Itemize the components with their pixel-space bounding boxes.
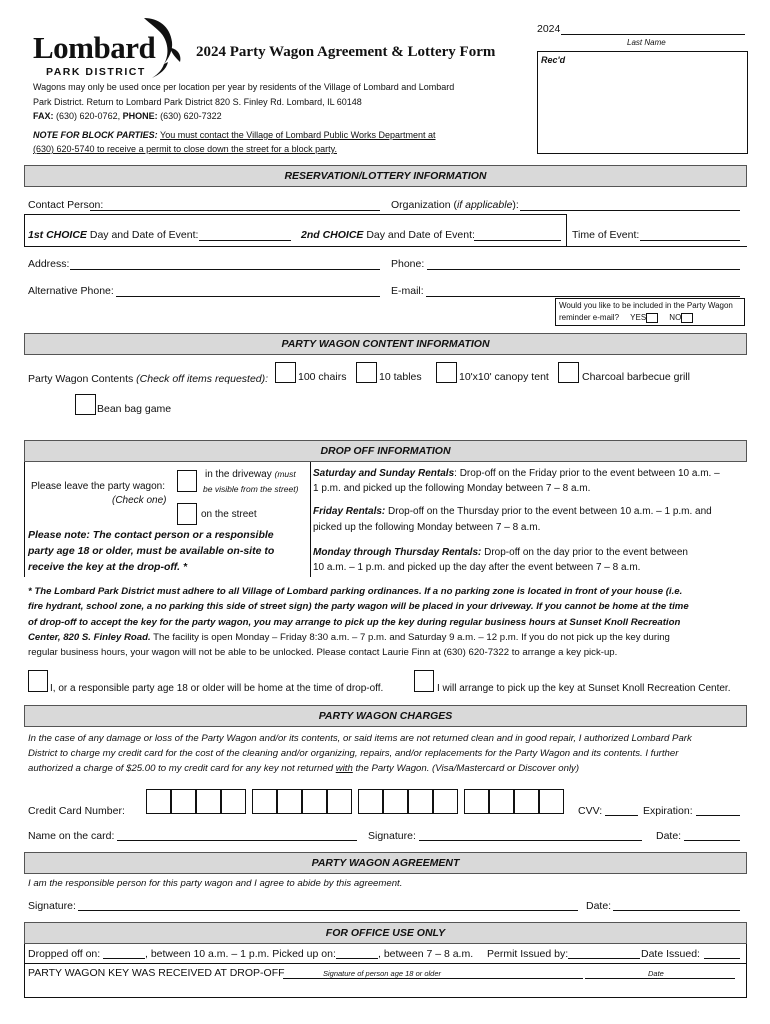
dropped-off-label: Dropped off on: <box>28 948 101 960</box>
fri-line <box>313 504 745 519</box>
fri-line-2: picked up the following Monday between 7 – 8 a.m. <box>313 521 541 533</box>
intro-text <box>33 80 533 157</box>
cc-digit-box[interactable] <box>383 789 408 814</box>
agreement-date-label: Date: <box>586 900 612 912</box>
email-label: E-mail: <box>391 285 424 297</box>
no-checkbox[interactable] <box>681 313 693 323</box>
charges-underlined: with <box>335 763 353 775</box>
cc-digit-box[interactable] <box>433 789 458 814</box>
mon-line <box>313 545 745 560</box>
canopy-checkbox[interactable] <box>436 362 457 383</box>
charges-text: the Party Wagon. (Visa/Mastercard or Discover only) <box>352 763 580 775</box>
key-received-label: PARTY WAGON KEY WAS RECEIVED AT DROP-OFF <box>28 967 285 979</box>
credit-card-number-field[interactable] <box>146 789 564 814</box>
mon-bold: Monday through Thursday Rentals: <box>313 546 482 558</box>
charges-signature-field[interactable] <box>419 840 642 841</box>
hours-text: The facility is open Monday – Friday 8:30 a.m. – 7 p.m. and Saturday 9 a.m. – 12 p.m. If you do not pick up the key during <box>150 631 670 643</box>
second-choice-bold: 2nd CHOICE <box>301 229 364 241</box>
sat-bold: Saturday and Sunday Rentals <box>313 468 455 479</box>
sat-line-2: 1 p.m. and picked up the following Monday between 7 – 8 a.m. <box>313 483 591 495</box>
cc-digit-box[interactable] <box>252 789 277 814</box>
name-on-card-label: Name on the card: <box>28 830 115 842</box>
mon-text: Drop-off on the day prior to the event between <box>481 546 688 558</box>
key-signature-caption: Signature of person age 18 or older <box>323 969 441 978</box>
sat-text: : Drop-off on the Friday prior to the event between 10 a.m. – <box>454 468 720 479</box>
phone-value: (630) 620-7322 <box>160 111 222 121</box>
reminder-box <box>555 298 745 326</box>
charges-date-field[interactable] <box>684 840 740 841</box>
fri-text: Drop-off on the Thursday prior to the event between 10 a.m. – 1 p.m. and <box>385 506 712 518</box>
mon-line-2: 10 a.m. – 1 p.m. and picked up the day after the event between 7 – 8 a.m. <box>313 562 641 574</box>
reminder-question-2: reminder e-mail? <box>559 313 620 322</box>
grill-label: Charcoal barbecue grill <box>582 371 690 383</box>
parking-line: regular business hours, your wagon will not be able to be unlocked. Please contact Laurie Finn at (630) 620-7322 to arrange a key pick-up. <box>28 647 618 659</box>
note-text: (630) 620-5740 to receive a permit to close down the street for a block party. <box>33 144 337 154</box>
section-charges-header: PARTY WAGON CHARGES <box>24 705 747 727</box>
tables-checkbox[interactable] <box>356 362 377 383</box>
section-dropoff-header: DROP OFF INFORMATION <box>24 440 747 462</box>
bean-bag-label: Bean bag game <box>97 403 172 415</box>
section-agreement-header: PARTY WAGON AGREEMENT <box>24 852 747 874</box>
chairs-label: 100 chairs <box>298 371 347 383</box>
pickup-time-label: , between 7 – 8 a.m. <box>378 948 474 960</box>
key-date-field[interactable] <box>585 978 735 979</box>
charges-line <box>28 761 745 776</box>
contents-label <box>28 373 268 385</box>
charges-signature-label: Signature: <box>368 830 416 842</box>
cc-digit-box[interactable] <box>358 789 383 814</box>
last-name-line[interactable] <box>561 34 745 35</box>
time-field[interactable] <box>640 240 740 241</box>
time-label: Time of Event: <box>572 229 640 241</box>
contact-note-line: receive the key at the drop-off. * <box>28 561 188 573</box>
parking-line: * The Lombard Park District must adhere to all Village of Lombard parking ordinances. If a no parking zone is located in front of your house (i.e. <box>28 586 683 597</box>
note-label: NOTE FOR BLOCK PARTIES: <box>33 129 158 140</box>
pickup-key-label: I will arrange to pick up the key at Sunset Knoll Recreation Center. <box>437 683 731 694</box>
driveway-checkbox[interactable] <box>177 470 197 492</box>
contents-label-italic: (Check off items requested): <box>136 373 269 385</box>
contact-note <box>28 527 274 575</box>
driveway-text: in the driveway <box>205 469 275 480</box>
permit-issued-label: Permit Issued by: <box>487 948 569 960</box>
fax-phone-line <box>33 109 533 124</box>
cc-digit-box[interactable] <box>196 789 221 814</box>
fri-bold: Friday Rentals: <box>313 506 386 518</box>
contact-note-line: Please note: The contact person or a responsible <box>28 529 274 541</box>
expiration-label: Expiration: <box>643 805 693 817</box>
fax-value: (630) 620-0762, <box>56 111 121 121</box>
bean-bag-checkbox[interactable] <box>75 394 96 415</box>
date-issued-field[interactable] <box>704 958 740 959</box>
agreement-signature-label: Signature: <box>28 900 76 912</box>
agreement-date-field[interactable] <box>613 910 740 911</box>
charges-line: In the case of any damage or loss of the Party Wagon and/or its contents, or said items are not returned clean and in good repair, I authorized Lombard Park <box>28 733 692 744</box>
center-name: Center, 820 S. Finley Road. <box>28 631 151 643</box>
org-label-italic: if applicable <box>456 199 513 211</box>
pickup-between-label: , between 10 a.m. – 1 p.m. Picked up on: <box>145 948 336 960</box>
organization-label <box>391 199 519 211</box>
home-at-dropoff-checkbox[interactable] <box>28 670 48 692</box>
credit-card-label: Credit Card Number: <box>28 805 125 817</box>
dropped-off-field[interactable] <box>103 958 145 959</box>
section-reservation-header: RESERVATION/LOTTERY INFORMATION <box>24 165 747 187</box>
contact-label: Contact Person: <box>28 199 104 211</box>
parking-line: of drop-off to accept the key for the party wagon, you may arrange to pick up the key during regular business hours at Sunset Knoll Recreation <box>28 616 681 628</box>
cc-digit-box[interactable] <box>146 789 171 814</box>
agreement-statement: I am the responsible person for this party wagon and I agree to abide by this agreement. <box>28 878 403 889</box>
section-contents-header: PARTY WAGON CONTENT INFORMATION <box>24 333 747 355</box>
phone-field[interactable] <box>427 269 740 270</box>
block-party-note <box>33 128 533 143</box>
first-choice-label <box>28 229 198 241</box>
organization-field[interactable] <box>520 210 740 211</box>
alt-phone-field[interactable] <box>116 296 380 297</box>
logo-subtitle: PARK DISTRICT <box>46 66 146 78</box>
check-one-label: (Check one) <box>112 495 167 506</box>
recd-label: Rec'd <box>541 55 566 65</box>
rental-schedule <box>313 466 745 575</box>
first-choice-field[interactable] <box>199 240 291 241</box>
section-office-header: FOR OFFICE USE ONLY <box>24 922 747 944</box>
cc-digit-box[interactable] <box>171 789 196 814</box>
cc-digit-box[interactable] <box>408 789 433 814</box>
parking-line: fire hydrant, school zone, a no parking this side of street sign) the party wagon will be placed in your driveway. If you cannot be home at the time <box>28 601 689 613</box>
reminder-question: Would you like to be included in the Party Wagon <box>559 301 733 310</box>
picked-up-field[interactable] <box>336 958 378 959</box>
year-label: 2024 <box>537 23 561 35</box>
permit-issued-field[interactable] <box>568 958 640 959</box>
phone-label: Phone: <box>391 258 425 270</box>
home-at-dropoff-label: I, or a responsible party age 18 or older will be home at the time of drop-off. <box>50 683 384 694</box>
divider <box>24 246 747 247</box>
cc-digit-box[interactable] <box>327 789 352 814</box>
first-choice-rest: Day and Date of Event: <box>86 229 199 241</box>
form-title: 2024 Party Wagon Agreement & Lottery Form <box>196 44 496 60</box>
cc-digit-box[interactable] <box>539 789 564 814</box>
cc-digit-box[interactable] <box>514 789 539 814</box>
address-field[interactable] <box>70 269 380 270</box>
alt-phone-label: Alternative Phone: <box>28 285 114 297</box>
phone-label: PHONE: <box>122 111 158 121</box>
sat-line <box>313 466 745 481</box>
key-date-caption: Date <box>648 969 664 978</box>
first-choice-bold: 1st CHOICE <box>28 229 87 241</box>
charges-text: authorized a charge of $25.00 to my credit card for any key not returned <box>28 763 336 775</box>
expiration-field[interactable] <box>696 815 740 816</box>
yes-label: YES <box>630 313 647 322</box>
second-choice-label <box>301 229 475 241</box>
charges-paragraph <box>28 731 745 777</box>
leave-label: Please leave the party wagon: <box>31 481 165 492</box>
driveway-note: (must <box>274 469 296 479</box>
intro-line: Wagons may only be used once per location per year by residents of the Village of Lombard and Lombard <box>33 82 455 92</box>
agreement-signature-field[interactable] <box>78 910 578 911</box>
note-text: You must contact the Village of Lombard Public Works Department at <box>160 129 436 140</box>
parking-line <box>28 630 745 645</box>
email-field[interactable] <box>426 296 740 297</box>
last-name-caption: Last Name <box>627 38 666 47</box>
divider <box>24 963 747 964</box>
cc-digit-box[interactable] <box>302 789 327 814</box>
org-label-end: ): <box>512 199 519 211</box>
driveway-note-line2: be visible from the street) <box>203 484 299 494</box>
canopy-label: 10'x10' canopy tent <box>459 371 549 383</box>
cvv-label: CVV: <box>578 805 603 817</box>
charges-line: District to charge my credit card for the cost of the cleaning and/or organizing, repairs, and/or replacements for the Party Wagon and its contents. I further <box>28 748 679 760</box>
name-on-card-field[interactable] <box>117 840 357 841</box>
second-choice-rest: Day and Date of Event: <box>363 229 475 241</box>
contact-person-field[interactable] <box>90 210 380 211</box>
tables-label: 10 tables <box>379 371 422 383</box>
cc-digit-box[interactable] <box>221 789 246 814</box>
address-label: Address: <box>28 258 70 270</box>
received-box <box>537 51 748 154</box>
cvv-field[interactable] <box>605 815 638 816</box>
chairs-checkbox[interactable] <box>275 362 296 383</box>
contents-label-text: Party Wagon Contents <box>28 373 137 385</box>
pickup-key-checkbox[interactable] <box>414 670 434 692</box>
no-label: NO <box>669 313 682 322</box>
parking-paragraph <box>28 584 745 660</box>
reminder-options <box>559 312 741 324</box>
grill-checkbox[interactable] <box>558 362 579 383</box>
street-label: on the street <box>201 509 257 520</box>
cc-digit-box[interactable] <box>464 789 489 814</box>
intro-line: Park District. Return to Lombard Park District 820 S. Finley Rd. Lombard, IL 60148 <box>33 96 362 107</box>
org-label-text: Organization ( <box>391 199 457 211</box>
yes-checkbox[interactable] <box>646 313 658 323</box>
block-party-note-line2 <box>33 142 533 157</box>
date-issued-label: Date Issued: <box>641 948 700 960</box>
logo-wordmark: Lombard <box>33 30 156 65</box>
contact-note-line: party age 18 or older, must be available on-site to <box>28 545 275 557</box>
key-signature-field[interactable] <box>283 978 583 979</box>
charges-date-label: Date: <box>656 830 682 842</box>
second-choice-field[interactable] <box>474 240 561 241</box>
cc-digit-box[interactable] <box>489 789 514 814</box>
driveway-label <box>205 469 296 480</box>
cc-digit-box[interactable] <box>277 789 302 814</box>
street-checkbox[interactable] <box>177 503 197 525</box>
fax-label: FAX: <box>33 111 54 121</box>
